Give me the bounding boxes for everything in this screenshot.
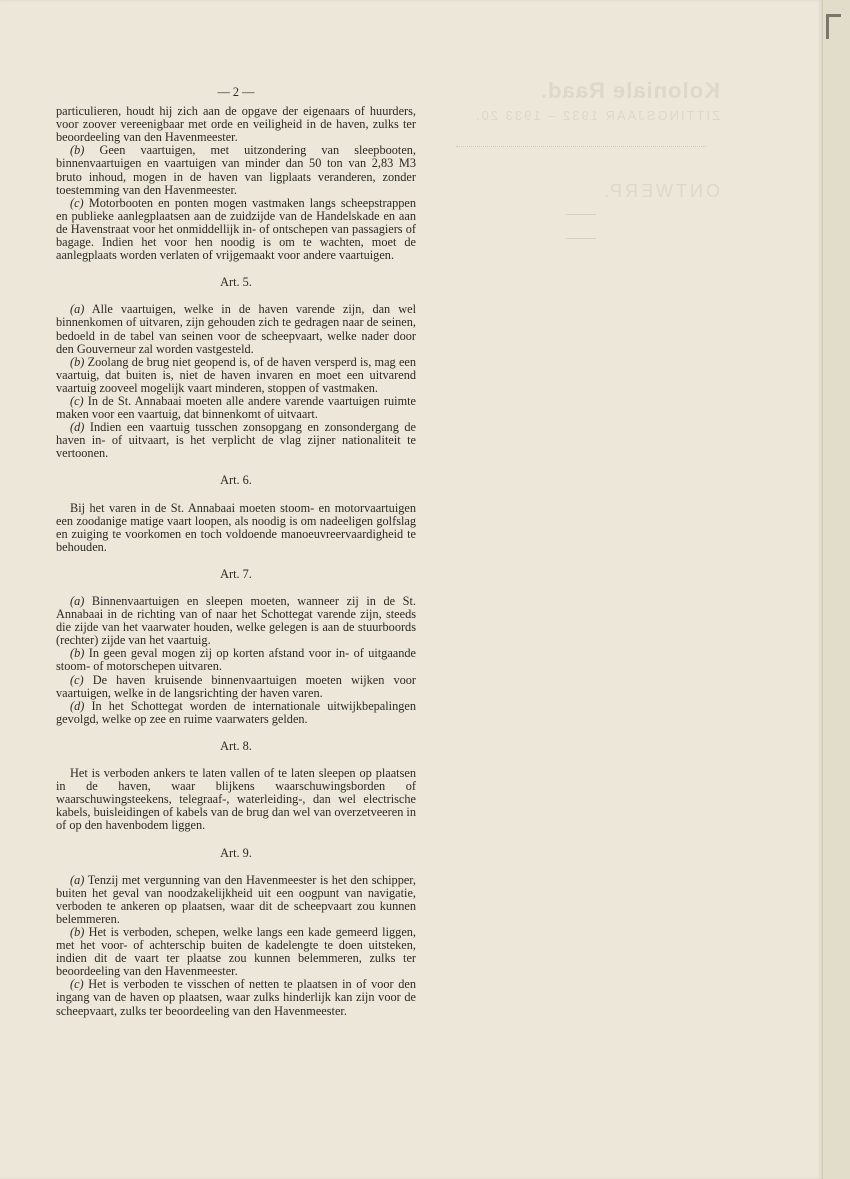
clause-b: (b) Het is verboden, schepen, welke langs een kade gemeerd liggen, met het voor- of achterschip buiten de kadelengte te doen uitsteken, indien dit de vaart ter plaatse zou kunnen belemmeren, zulks ter beoordeeling van den Havenmeester. bbox=[56, 924, 416, 979]
clause-label: (d) bbox=[70, 420, 85, 435]
clause-a: (a) Tenzij met vergunning van den Havenmeester is het den schipper, buiten het geval van noodzakelijkheid uit een oogpunt van navigatie, verboden te ankeren op plaatsen, waar dit de scheepvaart zou kunnen belemmeren. bbox=[56, 872, 416, 926]
clause-label: (b) bbox=[70, 354, 85, 369]
clause-b: (b) In geen geval mogen zij op korten afstand voor in- of uitgaande stoom- of motorschepen uitvaren. bbox=[56, 646, 416, 674]
body-text-column bbox=[56, 86, 416, 1018]
adjacent-page-edge bbox=[822, 0, 850, 1179]
clause-b: (b) Geen vaartuigen, met uitzondering van sleepbooten, binnenvaartuigen en vaartuigen van minder dan 50 ton van 2,83 M3 bruto inhoud, mogen in de haven van ligplaats veranderen, zonder toestemming van den Havenmeester. bbox=[56, 143, 416, 197]
clause-label: (c) bbox=[70, 672, 84, 687]
clause-label: (b) bbox=[70, 646, 85, 661]
paragraph: Bij het varen in de St. Annabaai moeten stoom- en motorvaartuigen een zoodanige matige vaart loopen, als noodig is om nadeeligen golfslag en zuiging te voorkomen en toch voldoende manoeuvreervaardigheid te behouden. bbox=[56, 500, 416, 554]
clause-b: (b) Zoolang de brug niet geopend is, of de haven versperd is, mag een vaartuig, dat buiten is, niet de haven invaren en moet een uitvarend vaartuig zooveel mogelijk vaart minderen, stoppen of vastmaken. bbox=[56, 354, 417, 395]
article-heading-7: Art. 7. bbox=[220, 566, 252, 581]
clause-a: (a) Binnenvaartuigen en sleepen moeten, wanneer zij in de St. Annabaai in de richting van of naar het Schottegat varende zijn, steeds die zijde van het vaarwater houden, welke gelegen is aan de stuurboords (rechter) zijde van het vaartuig. bbox=[56, 594, 416, 648]
clause-a: (a) Alle vaartuigen, welke in de haven varende zijn, dan wel binnenkomen of uitvaren, zijn gehouden zich te gedragen naar de seinen, bedoeld in de tabel van seinen voor de scheepvaart, welke nader door den Gouverneur zal worden vastgesteld. bbox=[56, 302, 416, 356]
paragraph: Het is verboden ankers te laten vallen of te laten sleepen op plaatsen in de haven, waar blijkens waarschuwingsborden of waarschuwingsteekens, telegraaf-, waterleiding-, dan wel electrische kabels, buisleidingen of kabels van de brug dan wel van overzetveeren in of op den havenbodem liggen. bbox=[56, 766, 416, 833]
article-heading-8: Art. 8. bbox=[220, 738, 252, 753]
clause-label: (c) bbox=[70, 977, 84, 992]
clause-label: (c) bbox=[70, 393, 84, 408]
watermark-rule bbox=[456, 146, 706, 147]
article-heading-6: Art. 6. bbox=[220, 473, 252, 488]
clause-label: (d) bbox=[70, 698, 85, 713]
watermark-line-3: ONTWERP. bbox=[601, 181, 720, 201]
clause-d: (d) Indien een vaartuig tusschen zonsopgang en zonsondergang de haven in- of uitvaart, is het verplicht de vlag zijner nationaliteit te vertoonen. bbox=[56, 420, 416, 461]
article-heading-9: Art. 9. bbox=[220, 845, 252, 860]
watermark-rule-short bbox=[566, 238, 596, 239]
clause-label: (b) bbox=[70, 924, 85, 939]
watermark-line-2: ZITTINGSJAAR 1932 – 1933 20. bbox=[473, 108, 720, 123]
clause-d: (d) In het Schottegat worden de internationale uitwijkbepalingen gevolgd, welke op zee en ruime vaarwaters gelden. bbox=[56, 698, 417, 726]
watermark-rule-short bbox=[566, 214, 596, 215]
clause-c: (c) Het is verboden te visschen of netten te plaatsen in of voor den ingang van de haven op plaatsen, waar zulks hinderlijk kan zijn voor de scheepvaart, zulks ter beoordeeling van den Havenmeester. bbox=[56, 977, 416, 1018]
clause-label: (b) bbox=[70, 143, 85, 158]
clause-c: (c) In de St. Annabaai moeten alle andere varende vaartuigen ruimte maken voor een vaartuig, dat binnenkomt of uitvaart. bbox=[56, 393, 417, 422]
clause-label: (a) bbox=[70, 872, 85, 887]
clause-label: (a) bbox=[70, 594, 85, 608]
paragraph: particulieren, houdt hij zich aan de opgave der eigenaars of huurders, voor zoover vereenigbaar met orde en veiligheid in de haven, zulks ter beoordeeling van den Havenmeester. bbox=[56, 104, 416, 145]
article-heading-5: Art. 5. bbox=[220, 275, 252, 290]
bleed-through-watermark bbox=[450, 78, 720, 202]
clause-label: (c) bbox=[70, 195, 84, 210]
watermark-line-1: Koloniale Raad. bbox=[539, 78, 720, 103]
clause-c: (c) De haven kruisende binnenvaartuigen moeten wijken voor vaartuigen, welke in de langsrichting der haven varen. bbox=[56, 672, 416, 700]
clause-label: (a) bbox=[70, 302, 85, 317]
page-number: — 2 — bbox=[217, 85, 255, 99]
corner-crop-mark bbox=[826, 14, 841, 39]
clause-c: (c) Motorbooten en ponten mogen vastmaken langs scheepstrappen en publieke aanlegplaatsen aan de zuidzijde van de Handelskade en aan de Havenstraat voor het onmiddellijk in- of ontschepen van passagiers of bagage. Indien het voor hen noodig is om te wachten, moet de aanlegplaats worden verlaten of vrijgemaakt voor andere vaartuigen. bbox=[56, 195, 417, 263]
